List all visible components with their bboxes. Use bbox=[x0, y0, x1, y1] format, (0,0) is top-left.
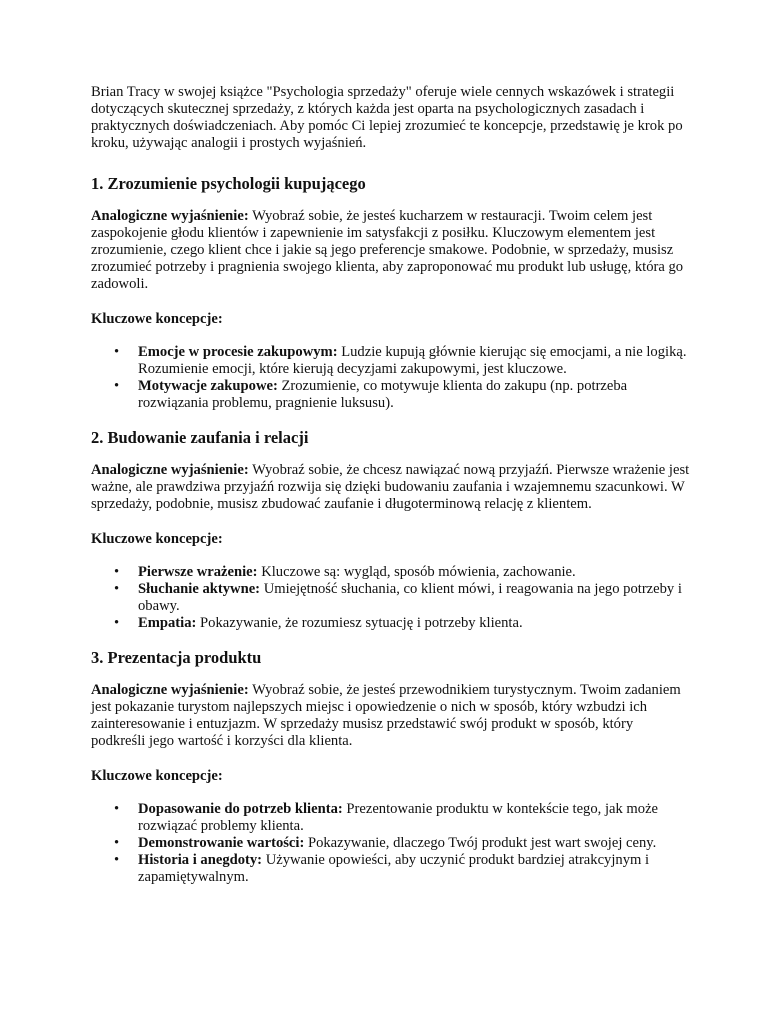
list-item-term: Słuchanie aktywne: bbox=[138, 581, 261, 597]
analogy-text: Wyobraź sobie, że jesteś przewodnikiem turystycznym. Twoim zadaniem jest pokazanie turystom najlepszych miejsc i opowiedzenie o nich w sposób, który wzbudzi ich zainteresowanie i entuzjazm. W sprzedaży musisz przedstawić swój produkt w sposób, który podkreśli jego wartość i korzyści dla klienta. bbox=[91, 682, 681, 749]
key-concepts-list bbox=[91, 801, 691, 886]
intro-paragraph: Brian Tracy w swojej książce "Psychologia sprzedaży" oferuje wiele cennych wskazówek i strategii dotyczących skutecznej sprzedaży, z których każda jest oparta na psychologicznych zasadach i praktycznych doświadczeniach. Aby pomóc Ci lepiej zrozumieć te koncepcje, przedstawię je krok po kroku, używając analogii i prostych wyjaśnień. bbox=[91, 84, 683, 151]
analogy-paragraph bbox=[91, 682, 691, 750]
list-item bbox=[91, 378, 691, 412]
bullet-icon: • bbox=[114, 378, 120, 394]
list-item-text: Ludzie kupują głównie kierując się emocjami, a nie logiką. Rozumienie emocji, które kierują decyzjami zakupowymi, jest kluczowe. bbox=[138, 344, 687, 377]
list-item-text: Kluczowe są: wygląd, sposób mówienia, zachowanie. bbox=[261, 564, 576, 580]
list-item-text: Zrozumienie, co motywuje klienta do zakupu (np. potrzeba rozwiązania problemu, pragnienie luksusu). bbox=[138, 378, 628, 411]
bullet-icon: • bbox=[114, 615, 120, 631]
analogy-label: Analogiczne wyjaśnienie: bbox=[91, 208, 249, 224]
list-item-text: Pokazywanie, dlaczego Twój produkt jest wart swojej ceny. bbox=[307, 835, 657, 851]
list-item-term: Motywacje zakupowe: bbox=[138, 378, 278, 394]
section-3 bbox=[91, 648, 691, 886]
analogy-text: Wyobraź sobie, że jesteś kucharzem w restauracji. Twoim celem jest zaspokojenie głodu klientów i zapewnienie im satysfakcji z posiłku. Kluczowym elementem jest zrozumienie, czego klient chce i jakie są jego preferencje smakowe. Podobnie, w sprzedaży, musisz zrozumieć potrzeby i pragnienia swojego klienta, aby zaproponować mu produkt lub usługę, która go zadowoli. bbox=[91, 208, 684, 292]
list-item-text: Pokazywanie, że rozumiesz sytuację i potrzeby klienta. bbox=[200, 615, 523, 631]
list-item-term: Dopasowanie do potrzeb klienta: bbox=[138, 801, 343, 817]
section-1 bbox=[91, 174, 691, 412]
list-item-term: Pierwsze wrażenie: bbox=[138, 564, 258, 580]
key-concepts-title: Kluczowe koncepcje: bbox=[91, 311, 223, 327]
list-item bbox=[91, 344, 691, 378]
bullet-icon: • bbox=[114, 852, 120, 868]
list-item-term: Emocje w procesie zakupowym: bbox=[138, 344, 338, 360]
section-heading: 3. Prezentacja produktu bbox=[91, 648, 262, 667]
bullet-icon: • bbox=[114, 581, 120, 597]
list-item-text: Używanie opowieści, aby uczynić produkt bardziej atrakcyjnym i zapamiętywalnym. bbox=[138, 852, 650, 885]
list-item bbox=[91, 801, 691, 835]
list-item bbox=[91, 852, 691, 886]
section-2 bbox=[91, 428, 691, 632]
list-item bbox=[91, 564, 691, 581]
document-page bbox=[91, 84, 691, 902]
analogy-paragraph bbox=[91, 462, 691, 513]
analogy-paragraph bbox=[91, 208, 691, 293]
bullet-icon: • bbox=[114, 344, 120, 360]
key-concepts-list bbox=[91, 564, 691, 632]
list-item-term: Historia i anegdoty: bbox=[138, 852, 263, 868]
bullet-icon: • bbox=[114, 801, 120, 817]
analogy-text: Wyobraź sobie, że chcesz nawiązać nową przyjaźń. Pierwsze wrażenie jest ważne, ale prawdziwa przyjaźń rozwija się dzięki budowaniu zaufania i wzajemnemu szacunkowi. W sprzedaży, podobnie, musisz zbudować zaufanie i długoterminową relację z klientem. bbox=[91, 462, 690, 512]
key-concepts-title: Kluczowe koncepcje: bbox=[91, 531, 223, 547]
list-item-text: Prezentowanie produktu w kontekście tego, jak może rozwiązać problemy klienta. bbox=[138, 801, 659, 834]
bullet-icon: • bbox=[114, 564, 120, 580]
section-heading: 2. Budowanie zaufania i relacji bbox=[91, 428, 309, 447]
list-item-text: Umiejętność słuchania, co klient mówi, i reagowania na jego potrzeby i obawy. bbox=[138, 581, 682, 614]
key-concepts-title: Kluczowe koncepcje: bbox=[91, 768, 223, 784]
list-item-term: Demonstrowanie wartości: bbox=[138, 835, 305, 851]
list-item-term: Empatia: bbox=[138, 615, 197, 631]
analogy-label: Analogiczne wyjaśnienie: bbox=[91, 462, 249, 478]
list-item bbox=[91, 581, 691, 615]
analogy-label: Analogiczne wyjaśnienie: bbox=[91, 682, 249, 698]
bullet-icon: • bbox=[114, 835, 120, 851]
list-item bbox=[91, 615, 691, 632]
list-item bbox=[91, 835, 691, 852]
key-concepts-list bbox=[91, 344, 691, 412]
section-heading: 1. Zrozumienie psychologii kupującego bbox=[91, 174, 366, 193]
